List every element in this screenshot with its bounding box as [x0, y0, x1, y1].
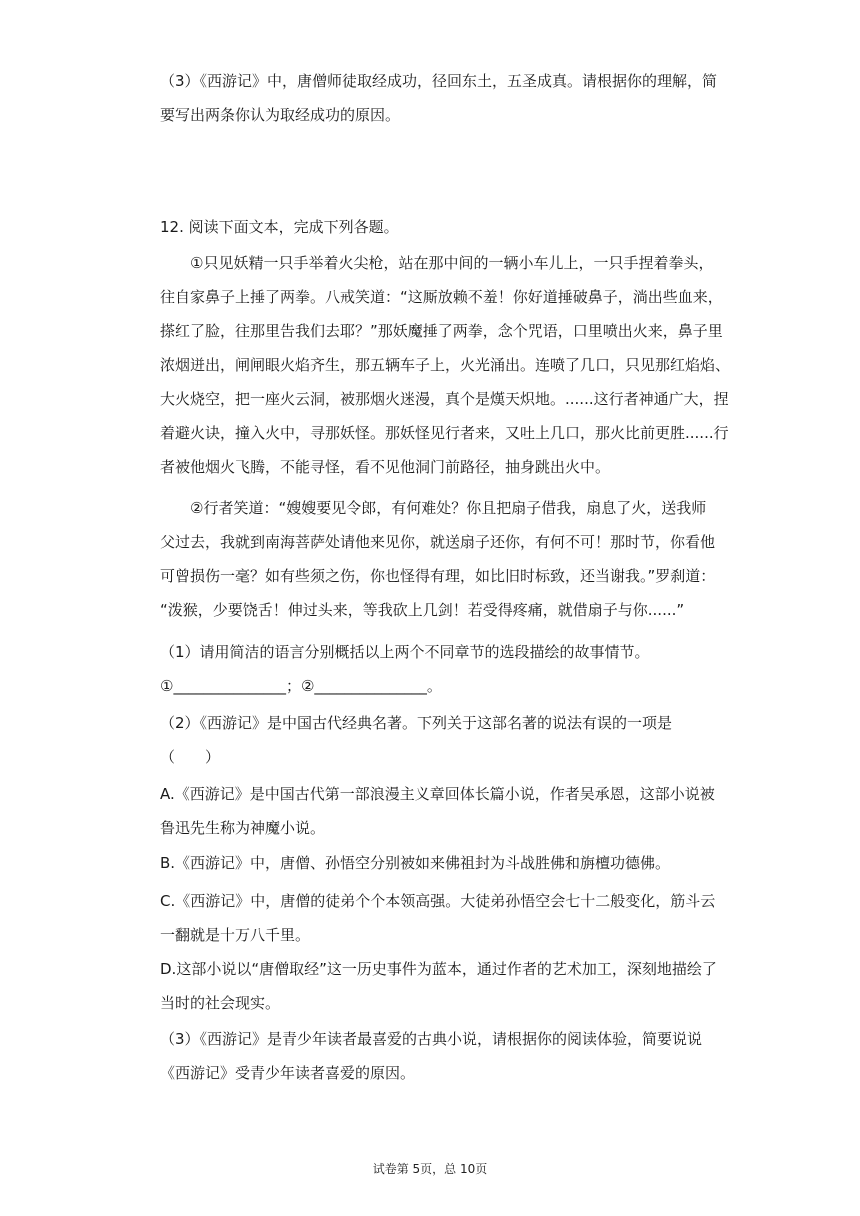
option-line: D.这部小说以“唐僧取经”这一历史事件为蓝本，通过作者的艺术加工，深刻地描绘了 — [160, 960, 717, 978]
question-text: 《西游记》受青少年读者喜爱的原因。 — [160, 1064, 416, 1082]
sub-question-1 — [160, 635, 730, 703]
option-c — [160, 884, 730, 952]
option-line: 一翻就是十万八千里。 — [160, 926, 311, 944]
passage-line: 着避火诀，撞入火中，寻那妖怪。那妖怪见行者来，又吐上几口，那火比前更胜......行 — [160, 424, 729, 442]
sub-question-2 — [160, 706, 730, 774]
passage-line: 搽红了脸，往那里告我们去耶？”那妖魔捶了两拳，念个咒语，口里喷出火来，鼻子里 — [160, 322, 723, 340]
question-11-part-3 — [160, 64, 730, 132]
passage-line: 可曾损伤一毫？如有些须之伤，你也怪得有理，如比旧时标致，还当谢我。”罗刹道： — [160, 567, 716, 585]
passage-line: “泼猴，少要饶舌！伸过头来，等我砍上几剑！若受得疼痛，就借扇子与你......” — [160, 601, 685, 619]
passage-line: 父过去，我就到南海菩萨处请他来见你，就送扇子还你，有何不可！那时节，你看他 — [160, 533, 716, 551]
answer-parentheses[interactable]: （ ） — [160, 748, 221, 766]
passage-line: 者被他烟火飞腾，不能寻怪，看不见他洞门前路径，抽身跳出火中。 — [160, 458, 611, 476]
question-12-heading — [160, 210, 730, 244]
option-line: 当时的社会现实。 — [160, 994, 281, 1012]
option-line: C.《西游记》中，唐僧的徒弟个个本领高强。大徒弟孙悟空会七十二般变化，筋斗云 — [160, 892, 716, 910]
passage-line: 浓烟迸出，闸闸眼火焰齐生，那五辆车子上，火光涌出。连喷了几口，只见那红焰焰、 — [160, 356, 731, 374]
passage-line: ①只见妖精一只手举着火尖枪，站在那中间的一辆小车儿上，一只手捏着拳头， — [160, 254, 714, 272]
option-b — [160, 846, 730, 880]
answer-blanks[interactable]: ①_______________；②_______________。 — [160, 677, 442, 695]
passage-line: 大火烧空，把一座火云洞，被那烟火迷漫，真个是熯天炽地。......这行者神通广大，捏 — [160, 390, 729, 408]
passage-line: 往自家鼻子上捶了两拳。八戒笑道：“这厮放赖不羞！你好道捶破鼻子，淌出些血来， — [160, 288, 723, 306]
text-line: （3）《西游记》中，唐僧师徒取经成功，径回东土，五圣成真。请根据你的理解，简 — [160, 72, 718, 90]
question-text: （3）《西游记》是青少年读者最喜爱的古典小说，请根据你的阅读体验，简要说说 — [160, 1030, 703, 1048]
question-heading: 12. 阅读下面文本，完成下列各题。 — [160, 218, 399, 236]
option-a — [160, 777, 730, 845]
option-line: B.《西游记》中，唐僧、孙悟空分别被如来佛祖封为斗战胜佛和旃檀功德佛。 — [160, 854, 671, 872]
option-line: A.《西游记》是中国古代第一部浪漫主义章回体长篇小说，作者吴承恩，这部小说被 — [160, 785, 715, 803]
passage-2 — [160, 491, 730, 627]
sub-question-3 — [160, 1022, 730, 1090]
text-line: 要写出两条你认为取经成功的原因。 — [160, 106, 401, 124]
passage-line: ②行者笑道：“嫂嫂要见令郎，有何难处？你且把扇子借我，扇息了火，送我师 — [160, 499, 707, 517]
question-text: （1）请用简洁的语言分别概括以上两个不同章节的选段描绘的故事情节。 — [160, 643, 650, 661]
option-line: 鲁迅先生称为神魔小说。 — [160, 819, 326, 837]
question-text: （2）《西游记》是中国古代经典名著。下列关于这部名著的说法有误的一项是 — [160, 714, 673, 732]
page-footer: 试卷第 5页，总 10页 — [372, 1162, 488, 1176]
option-d — [160, 952, 730, 1020]
passage-1 — [160, 246, 730, 484]
